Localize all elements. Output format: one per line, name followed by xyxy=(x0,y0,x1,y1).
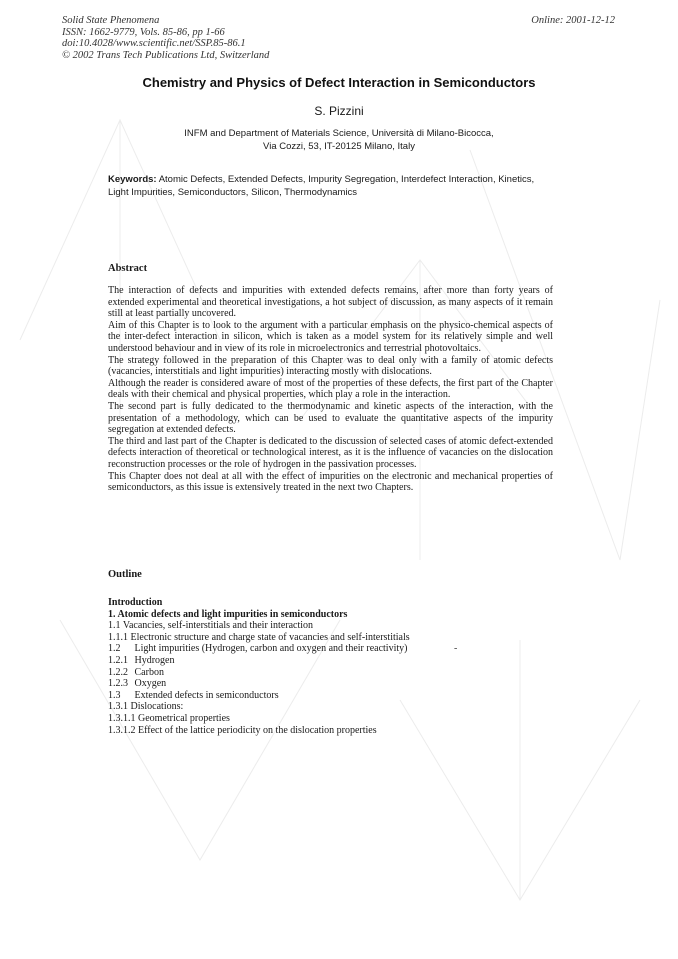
outline-item-text: Carbon xyxy=(134,666,164,678)
abstract-paragraph: This Chapter does not deal at all with the effect of impurities on the electronic and mechanical properties of semiconductors, as this issue is extensively treated in the next two Chapters. xyxy=(108,470,553,494)
abstract-paragraph: Although the reader is considered aware of most of the properties of these defects, the first part of the Chapter deals with their chemical and physical properties, which play a role in the interaction. xyxy=(108,377,553,401)
keywords-text: Atomic Defects, Extended Defects, Impurity Segregation, Interdefect Interaction, Kinetics, Light Impurities, Semiconductors, Silicon, Thermodynamics xyxy=(108,174,535,198)
abstract-paragraph: Aim of this Chapter is to look to the argument with a particular emphasis on the physico-chemical aspects of the inter-defect interaction in silicon, which is taken as a model system for its relatively simple and well understood behaviour and in view of its role in microelectronics and terrestrial photovoltaics. xyxy=(108,319,553,354)
paper-title: Chemistry and Physics of Defect Interaction in Semiconductors xyxy=(142,75,536,90)
affiliation xyxy=(0,127,678,153)
outline-item-number: 1.2.1 xyxy=(108,654,128,666)
doi-line: doi:10.4028/www.scientific.net/SSP.85-86.1 xyxy=(62,38,246,49)
outline-section-1: 1. Atomic defects and light impurities in semiconductors xyxy=(108,608,348,620)
abstract-paragraph: The strategy followed in the preparation of this Chapter was to deal only with a family of atomic defects (vacancies, interstitials and light impurities) interacting mostly with dislocations. xyxy=(108,354,553,378)
abstract-heading: Abstract xyxy=(108,263,148,274)
outline-item-text: Light impurities (Hydrogen, carbon and oxygen and their reactivity) xyxy=(134,643,408,655)
outline-item-number: 1.3.1 xyxy=(108,701,128,713)
stray-mark: - xyxy=(454,643,458,654)
outline-item-number: 1.1 xyxy=(108,620,121,632)
affiliation-line-1: INFM and Department of Materials Science, Università di Milano-Bicocca, xyxy=(184,128,494,139)
outline-item xyxy=(108,632,558,644)
outline-item-number: 1.2 xyxy=(108,643,121,655)
outline-item-text: Hydrogen xyxy=(134,654,175,666)
outline-list xyxy=(108,597,558,736)
outline-item xyxy=(108,725,558,737)
outline-item-text: Oxygen xyxy=(134,678,167,690)
outline-item-text: Extended defects in semiconductors xyxy=(134,689,279,701)
outline-item xyxy=(108,713,558,725)
outline-item-text: Effect of the lattice periodicity on the dislocation properties xyxy=(138,724,377,736)
outline-item-number: 1.1.1 xyxy=(108,631,128,643)
affiliation-line-2: Via Cozzi, 53, IT-20125 Milano, Italy xyxy=(263,141,415,152)
outline-item xyxy=(108,643,558,655)
outline-item-text: Vacancies, self-interstitials and their interaction xyxy=(122,620,314,632)
outline-heading: Outline xyxy=(108,569,142,580)
abstract-body xyxy=(108,285,553,494)
outline-item-number: 1.3 xyxy=(108,689,121,701)
journal-name: Solid State Phenomena xyxy=(62,15,160,26)
outline-item-number: 1.3.1.1 xyxy=(108,712,136,724)
keywords-label: Keywords: xyxy=(108,174,157,185)
outline-item xyxy=(108,620,558,632)
outline-item-text: Geometrical properties xyxy=(138,712,230,724)
outline-item-number: 1.2.3 xyxy=(108,678,128,690)
online-date: Online: 2001-12-12 xyxy=(531,15,615,26)
outline-item xyxy=(108,690,558,702)
outline-item-number: 1.3.1.2 xyxy=(108,724,136,736)
issn-line: ISSN: 1662-9779, Vols. 85-86, pp 1-66 xyxy=(62,26,225,38)
abstract-paragraph: The interaction of defects and impurities with extended defects remains, after more than forty years of extended experimental and theoretical investigations, a hot subject of discussion, as many aspects of it remain still at least partially uncovered. xyxy=(108,285,553,320)
outline-item xyxy=(108,667,558,679)
journal-header xyxy=(62,15,269,61)
copyright-line: © 2002 Trans Tech Publications Ltd, Switzerland xyxy=(62,49,270,61)
outline-item-text: Electronic structure and charge state of vacancies and self-interstitials xyxy=(130,631,410,643)
outline-item xyxy=(108,678,558,690)
outline-introduction: Introduction xyxy=(108,597,163,608)
outline-item-text: Dislocations: xyxy=(130,701,184,713)
abstract-paragraph: The third and last part of the Chapter is dedicated to the discussion of selected cases of atomic defect-extended defects interaction of theoretical or technological interest, as it is the influence of vacancies on the dislocation reconstruction processes or the role of hydrogen in the passivation processes. xyxy=(108,435,553,470)
outline-item-number: 1.2.2 xyxy=(108,666,128,678)
abstract-paragraph: The second part is fully dedicated to the thermodynamic and kinetic aspects of the interaction, with the presentation of a methodology, which can be used to evaluate the quantitative aspects of the impurity segregation at extended defects. xyxy=(108,400,553,436)
author-name: S. Pizzini xyxy=(314,104,364,118)
outline-item xyxy=(108,655,558,667)
keywords xyxy=(108,174,548,199)
outline-item xyxy=(108,701,558,713)
